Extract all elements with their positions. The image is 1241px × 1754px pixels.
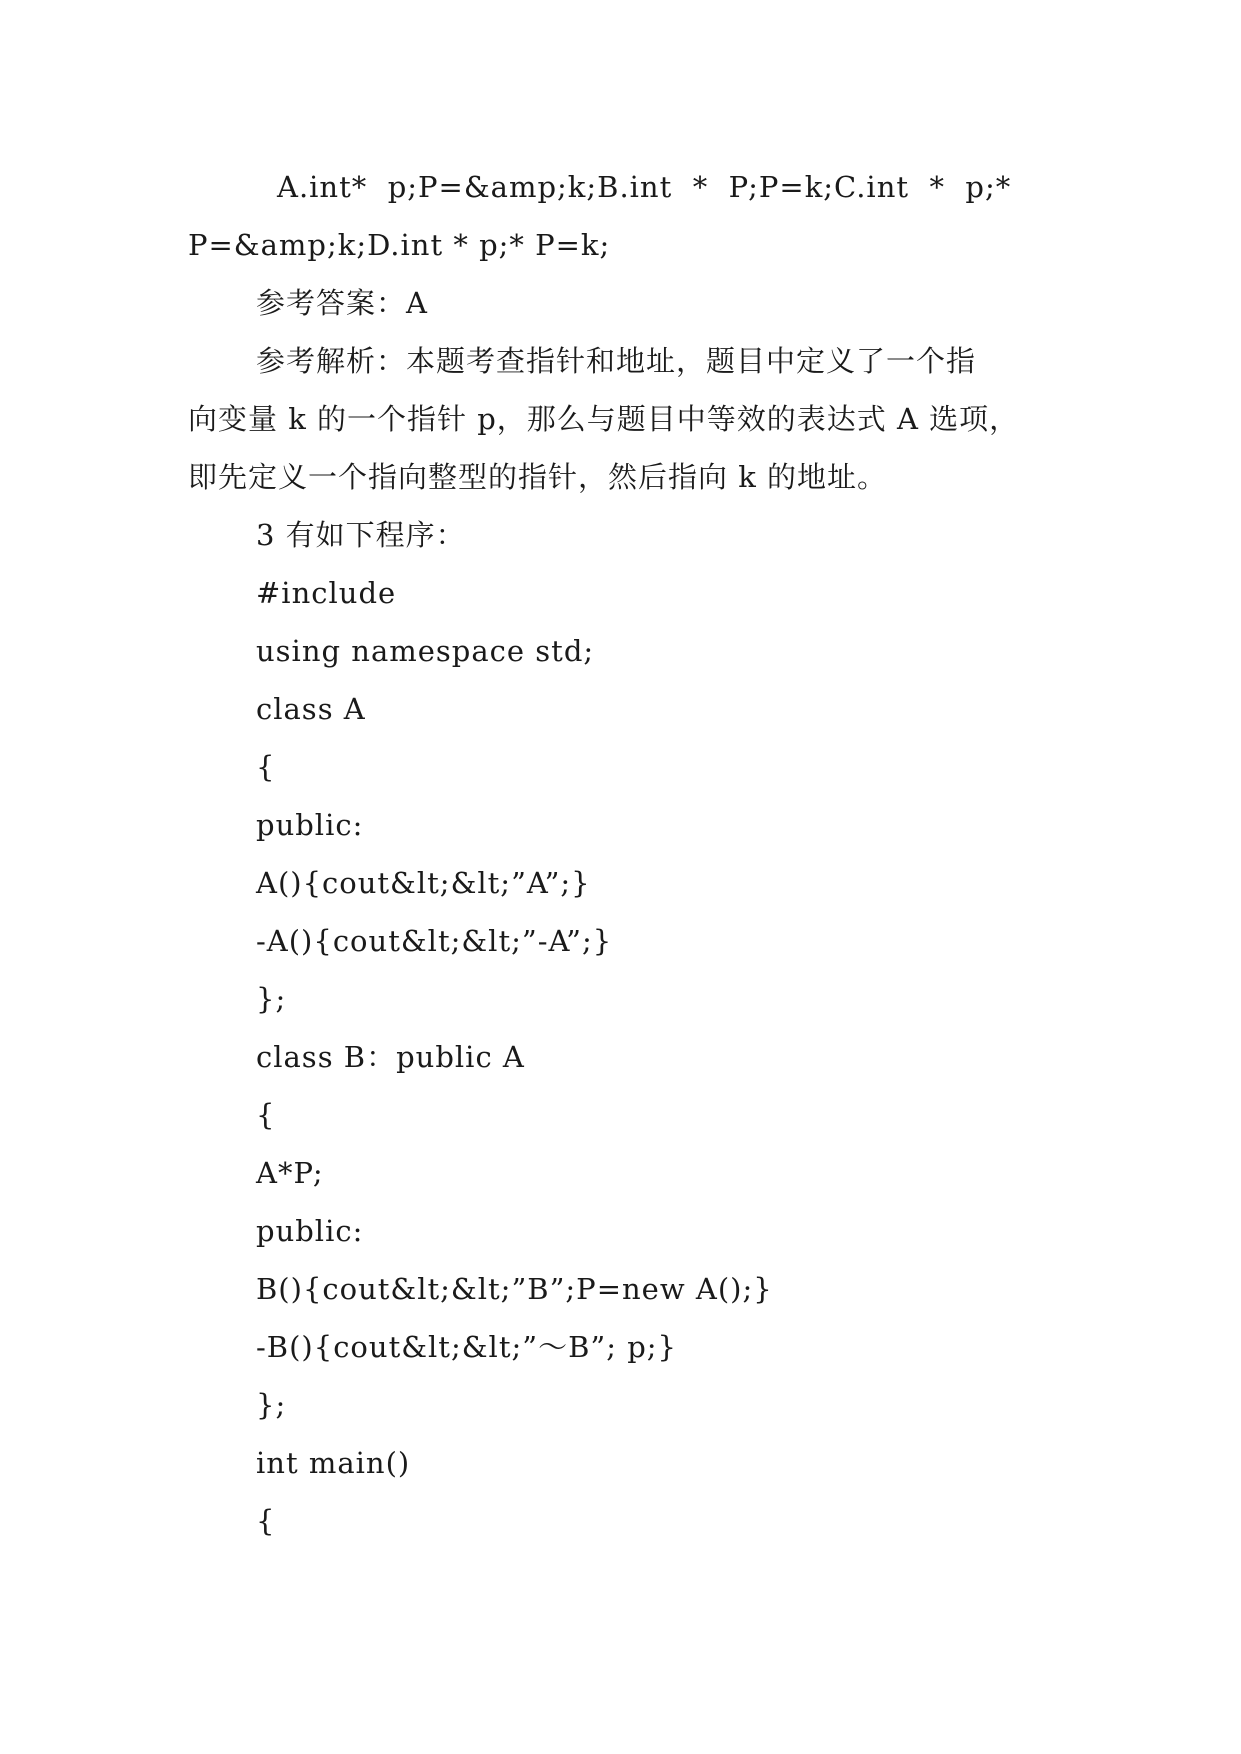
analysis-line-1: 参考解析：本题考查指针和地址，题目中定义了一个指 <box>256 344 977 378</box>
analysis-line-2: 向变量 k 的一个指针 p，那么与题目中等效的表达式 A 选项， <box>188 402 1020 436</box>
reference-answer: 参考答案：A <box>256 286 428 320</box>
code-line: { <box>256 1098 276 1132</box>
code-line: -B(){cout&lt;&lt;”～B”; p;} <box>256 1330 677 1364</box>
code-line: }; <box>256 1388 287 1422</box>
code-line: { <box>256 750 276 784</box>
code-line: class B：public A <box>256 1040 525 1074</box>
code-line: { <box>256 1504 276 1538</box>
code-line: }; <box>256 982 287 1016</box>
code-line: int main() <box>256 1446 411 1480</box>
code-line: #include <box>256 576 397 610</box>
code-line: B(){cout&lt;&lt;”B”;P=new A();} <box>256 1272 773 1306</box>
code-line: A*P; <box>256 1156 324 1190</box>
code-line: public: <box>256 808 364 842</box>
options-line-1: A.int* p;P=&amp;k;B.int * P;P=k;C.int * p;* <box>277 170 1012 204</box>
code-line: public: <box>256 1214 364 1248</box>
code-line: using namespace std; <box>256 634 595 668</box>
analysis-line-3: 即先定义一个指向整型的指针，然后指向 k 的地址。 <box>188 460 888 494</box>
options-line-2: P=&amp;k;D.int * p;* P=k; <box>188 228 611 262</box>
question-heading: 3 有如下程序： <box>256 518 466 552</box>
code-line: A(){cout&lt;&lt;”A”;} <box>256 866 591 900</box>
code-line: class A <box>256 692 366 726</box>
code-line: -A(){cout&lt;&lt;”-A”;} <box>256 924 613 958</box>
